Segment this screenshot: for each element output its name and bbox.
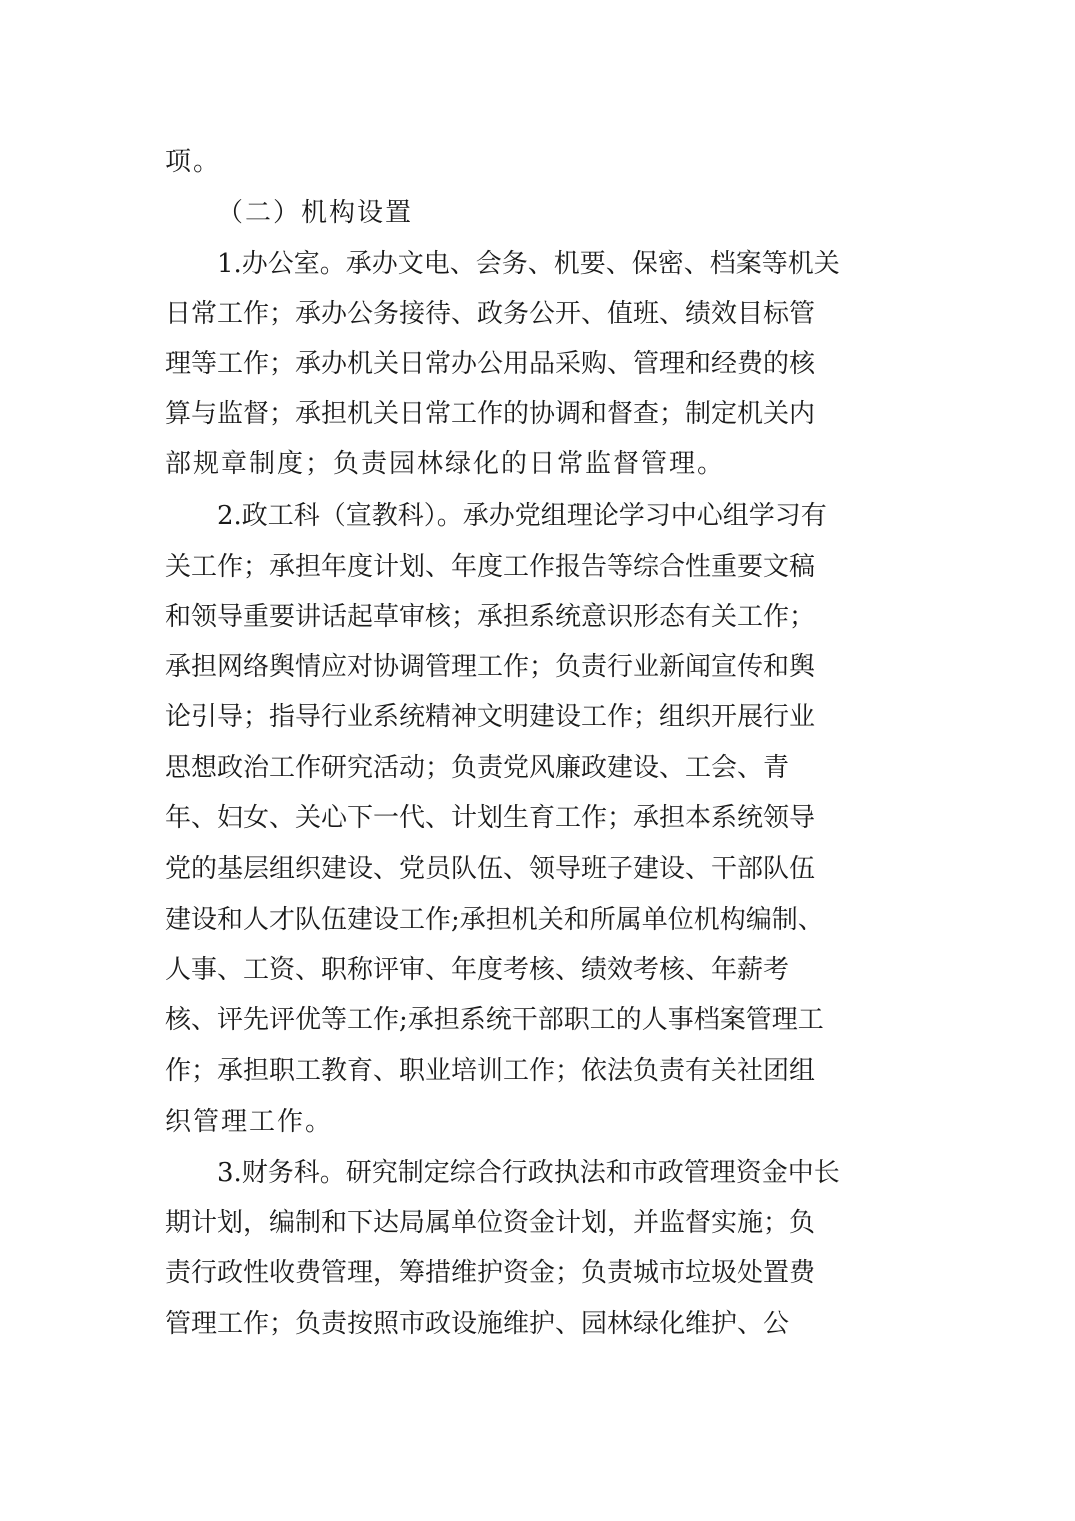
paragraph-line: 论引导；指导行业系统精神文明建设工作；组织开展行业 <box>165 702 816 732</box>
paragraph-line: 2.政工科（宣教科）。承办党组理论学习中心组学习有 <box>217 501 827 531</box>
paragraph-line: 党的基层组织建设、党员队伍、领导班子建设、干部队伍 <box>165 854 816 884</box>
paragraph-line: 核、评先评优等工作;承担系统干部职工的人事档案管理工 <box>165 1005 824 1035</box>
paragraph-line: 部规章制度；负责园林绿化的日常监督管理。 <box>165 449 726 479</box>
paragraph-line: 日常工作；承办公务接待、政务公开、值班、绩效目标管 <box>165 299 816 329</box>
paragraph-line: 期计划，编制和下达局属单位资金计划，并监督实施；负 <box>165 1208 816 1238</box>
section-heading: （二）机构设置 <box>217 198 414 228</box>
paragraph-line: 1.办公室。承办文电、会务、机要、保密、档案等机关 <box>217 249 840 279</box>
paragraph-line: 关工作；承担年度计划、年度工作报告等综合性重要文稿 <box>165 552 816 582</box>
continuation-text: 项。 <box>165 147 222 177</box>
paragraph-line: 理等工作；承办机关日常办公用品采购、管理和经费的核 <box>165 349 816 379</box>
paragraph-line: 3.财务科。研究制定综合行政执法和市政管理资金中长 <box>217 1158 840 1188</box>
paragraph-line: 建设和人才队伍建设工作;承担机关和所属单位机构编制、 <box>165 905 824 935</box>
paragraph-line: 算与监督；承担机关日常工作的协调和督查；制定机关内 <box>165 399 816 429</box>
paragraph-line: 管理工作；负责按照市政设施维护、园林绿化维护、公 <box>165 1309 790 1339</box>
paragraph-line: 作；承担职工教育、职业培训工作；依法负责有关社团组 <box>165 1056 816 1086</box>
paragraph-line: 思想政治工作研究活动；负责党风廉政建设、工会、青 <box>165 753 790 783</box>
paragraph-line: 人事、工资、职称评审、年度考核、绩效考核、年薪考 <box>165 955 790 985</box>
paragraph-line: 承担网络舆情应对协调管理工作；负责行业新闻宣传和舆 <box>165 652 816 682</box>
paragraph-line: 责行政性收费管理，筹措维护资金；负责城市垃圾处置费 <box>165 1258 816 1288</box>
paragraph-line: 和领导重要讲话起草审核；承担系统意识形态有关工作； <box>165 602 816 632</box>
paragraph-line: 年、妇女、关心下一代、计划生育工作；承担本系统领导 <box>165 803 816 833</box>
paragraph-line: 织管理工作。 <box>165 1107 334 1137</box>
